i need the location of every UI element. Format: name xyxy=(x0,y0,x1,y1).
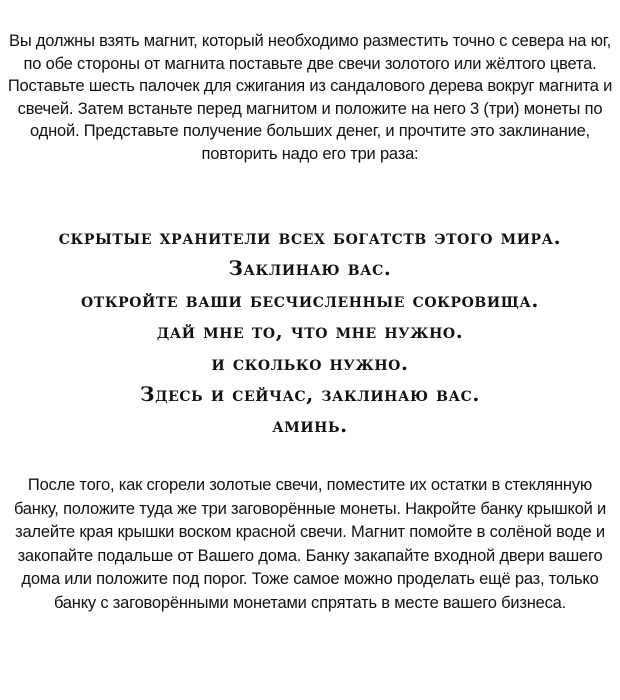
spell-line-4: дай мне то, что мне нужно. xyxy=(156,319,464,344)
spell-line-7: аминь. xyxy=(272,413,348,438)
spell-line-3: откройте ваши бесчисленные сокровища. xyxy=(81,287,539,312)
outro-paragraph: После того, как сгорели золотые свечи, поместите их остатки в стеклянную банку, положите туда же три заговорённые монеты. Накройте банку крышкой и залейте края крышки воском красной свечи. Магнит помойте в солёной воде и закопайте подальше от Вашего дома. Банку закапайте входной двери вашего дома или положите под порог. Тоже самое можно проделать ещё раз, только банку с заговорёнными монетами спрятать в месте вашего бизнеса. xyxy=(13,476,607,612)
spell-line-6: Здесь и сейчас, заклинаю вас. xyxy=(140,382,480,407)
spell-block xyxy=(4,222,616,442)
spell-line-1: скрытые хранители всех богатств этого мира. xyxy=(58,225,562,249)
intro-paragraph: Вы должны взять магнит, который необходимо разместить точно с севера на юг, по обе стороны от магнита поставьте две свечи золотого или жёлтого цвета. Поставьте шесть палочек для сжигания из сандалового дерева вокруг магнита и свечей. Затем встаньте перед магнитом и положите на него 3 (три) монеты по одной. Представьте получение больших денег, и прочтите это заклинание, повторить надо его три раза: xyxy=(7,32,613,163)
spell-line-5: и сколько нужно. xyxy=(211,350,409,375)
spell-line-2: Заклинаю вас. xyxy=(228,256,392,281)
